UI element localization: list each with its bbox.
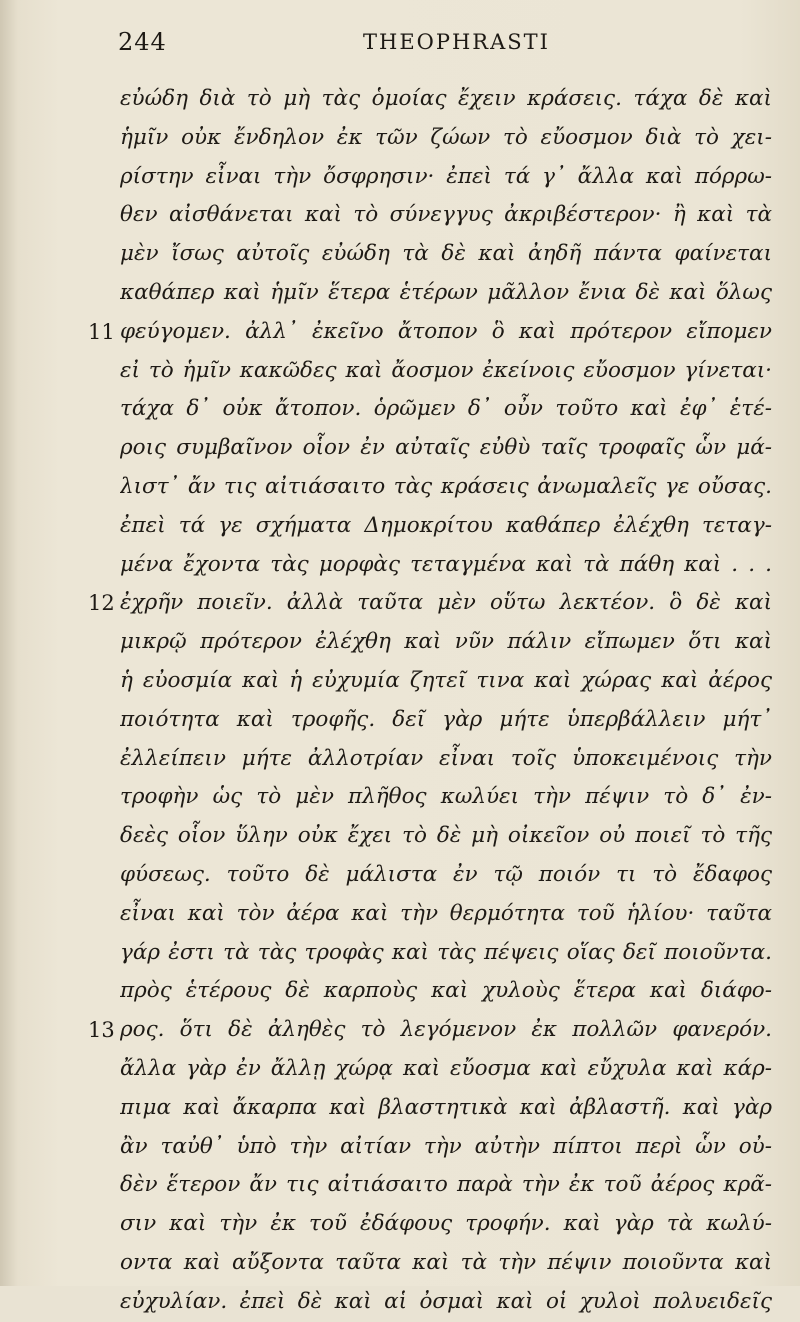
line-text: μικρῷ πρότερον ἐλέχθη καὶ νῦν πάλιν εἴπωμεν ὅτι καὶ (120, 629, 772, 655)
text-line (0, 662, 800, 701)
text-line (0, 623, 800, 662)
line-text: ἐχρῆν ποιεῖν. ἀλλὰ ταῦτα μὲν οὕτω λεκτέον. ὃ δὲ καὶ (120, 590, 772, 616)
text-line (0, 1205, 800, 1244)
text-line (0, 584, 800, 623)
text-line (0, 274, 800, 313)
section-number: 13 (88, 1018, 115, 1043)
line-text: φεύγομεν. ἀλλ᾽ ἐκεῖνο ἄτοπον ὃ καὶ πρότερον εἴπομεν (120, 318, 772, 344)
text-line (0, 972, 800, 1011)
text-line (0, 895, 800, 934)
text-line (0, 235, 800, 274)
line-text: ἂν ταὐθ᾽ ὑπὸ τὴν αἰτίαν τὴν αὐτὴν πίπτοι περὶ ὧν οὐ- (120, 1133, 772, 1159)
text-line (0, 1089, 800, 1128)
text-line (0, 1244, 800, 1283)
running-title: THEOPHRASTI (363, 30, 550, 54)
line-text: ἄλλα γὰρ ἐν ἄλλῃ χώρᾳ καὶ εὔοσμα καὶ εὔχυλα καὶ κάρ- (120, 1055, 772, 1081)
section-number: 12 (88, 591, 115, 616)
line-text: εἰ τὸ ἡμῖν κακῶδες καὶ ἄοσμον ἐκείνοις εὔοσμον γίνεται· (120, 357, 772, 383)
line-text: μένα ἔχοντα τὰς μορφὰς τεταγμένα καὶ τὰ πάθη καὶ . . . (120, 551, 772, 577)
line-text: ρος. ὅτι δὲ ἀληθὲς τὸ λεγόμενον ἐκ πολλῶν φανερόν. (120, 1017, 772, 1043)
line-text: εἶναι καὶ τὸν ἀέρα καὶ τὴν θερμότητα τοῦ ἡλίου· ταῦτα (120, 900, 772, 926)
line-text: γάρ ἐστι τὰ τὰς τροφὰς καὶ τὰς πέψεις οἵας δεῖ ποιοῦντα. (120, 939, 772, 965)
text-line (0, 934, 800, 973)
text-line (0, 1128, 800, 1167)
line-text: τροφὴν ὡς τὸ μὲν πλῆθος κωλύει τὴν πέψιν τὸ δ᾽ ἐν- (120, 784, 772, 810)
line-text: οντα καὶ αὔξοντα ταῦτα καὶ τὰ τὴν πέψιν ποιοῦντα καὶ (120, 1249, 772, 1275)
line-text: καθάπερ καὶ ἡμῖν ἕτερα ἑτέρων μᾶλλον ἔνια δὲ καὶ ὅλως (120, 279, 772, 305)
text-line (0, 701, 800, 740)
text-line (0, 352, 800, 391)
line-text: ἡ εὐοσμία καὶ ἡ εὐχυμία ζητεῖ τινα καὶ χώρας καὶ ἀέρος (120, 667, 772, 693)
text-line (0, 80, 800, 119)
text-line (0, 507, 800, 546)
text-line (0, 856, 800, 895)
line-text: ἐπεὶ τά γε σχήματα Δημοκρίτου καθάπερ ἐλέχθη τεταγ- (120, 512, 772, 538)
text-line (0, 196, 800, 235)
line-text: τάχα δ᾽ οὐκ ἄτοπον. ὁρῶμεν δ᾽ οὖν τοῦτο καὶ ἐφ᾽ ἑτέ- (120, 396, 772, 422)
text-line (0, 740, 800, 779)
page-number: 244 (118, 28, 167, 56)
line-text: σιν καὶ τὴν ἐκ τοῦ ἐδάφους τροφήν. καὶ γὰρ τὰ κωλύ- (120, 1211, 772, 1237)
line-text: ροις συμβαῖνον οἷον ἐν αὐταῖς εὐθὺ ταῖς τροφαῖς ὧν μά- (120, 435, 772, 461)
line-text: δεὲς οἷον ὕλην οὐκ ἔχει τὸ δὲ μὴ οἰκεῖον οὐ ποιεῖ τὸ τῆς (120, 823, 772, 849)
line-text: μὲν ἴσως αὐτοῖς εὐώδη τὰ δὲ καὶ ἀηδῆ πάντα φαίνεται (120, 241, 772, 267)
section-number: 11 (88, 319, 115, 344)
text-line (0, 1283, 800, 1322)
line-text: φύσεως. τοῦτο δὲ μάλιστα ἐν τῷ ποιόν τι τὸ ἔδαφος (120, 861, 772, 887)
text-line (0, 817, 800, 856)
text-line (0, 429, 800, 468)
text-line (0, 119, 800, 158)
text-line (0, 1011, 800, 1050)
line-text: ἐλλείπειν μήτε ἀλλοτρίαν εἶναι τοῖς ὑποκειμένοις τὴν (120, 745, 772, 771)
text-line (0, 1166, 800, 1205)
line-text: εὐχυλίαν. ἐπεὶ δὲ καὶ αἱ ὀσμαὶ καὶ οἱ χυλοὶ πολυειδεῖς (120, 1288, 772, 1314)
line-text: πιμα καὶ ἄκαρπα καὶ βλαστητικὰ καὶ ἀβλαστῆ. καὶ γὰρ (120, 1094, 772, 1120)
line-text: ρίστην εἶναι τὴν ὄσφρησιν· ἐπεὶ τά γ᾽ ἄλλα καὶ πόρρω- (120, 163, 772, 189)
line-text: θεν αἰσθάνεται καὶ τὸ σύνεγγυς ἀκριβέστερον· ἢ καὶ τὰ (120, 202, 772, 228)
text-line (0, 546, 800, 585)
page-header (118, 28, 766, 68)
text-line (0, 1050, 800, 1089)
text-line (0, 390, 800, 429)
greek-text-body (0, 80, 800, 1322)
line-text: ἡμῖν οὐκ ἔνδηλον ἐκ τῶν ζώων τὸ εὔοσμον διὰ τὸ χει- (120, 124, 772, 150)
line-text: ποιότητα καὶ τροφῆς. δεῖ γὰρ μήτε ὑπερβάλλειν μήτ᾽ (120, 706, 772, 732)
line-text: λιστ᾽ ἄν τις αἰτιάσαιτο τὰς κράσεις ἀνωμαλεῖς γε οὔσας. (120, 473, 772, 499)
line-text: εὐώδη διὰ τὸ μὴ τὰς ὁμοίας ἔχειν κράσεις. τάχα δὲ καὶ (120, 86, 772, 111)
text-line (0, 313, 800, 352)
text-line (0, 778, 800, 817)
line-text: πρὸς ἑτέρους δὲ καρποὺς καὶ χυλοὺς ἕτερα καὶ διάφο- (120, 978, 772, 1004)
text-line (0, 468, 800, 507)
line-text: δὲν ἕτερον ἄν τις αἰτιάσαιτο παρὰ τὴν ἐκ τοῦ ἀέρος κρᾶ- (120, 1172, 772, 1198)
text-line (0, 158, 800, 197)
